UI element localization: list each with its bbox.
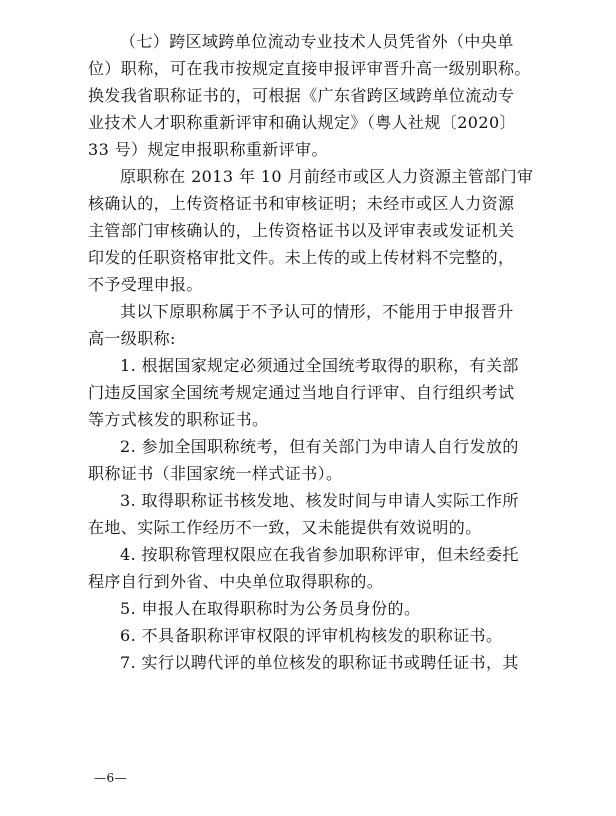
text-line: 7. 实行以聘代评的单位核发的职称证书或聘任证书，其 (120, 653, 519, 672)
text-line: 5. 申报人在取得职称时为公务员身份的。 (120, 599, 421, 618)
list-item-2 (88, 433, 528, 487)
text-line: 33 号）规定申报职称重新评审。 (88, 140, 328, 159)
text-line: 程序自行到外省、中央单位取得职称的。 (88, 572, 384, 591)
text-line: 3. 取得职称证书核发地、核发时间与申请人实际工作所 (120, 491, 519, 510)
text-line: 在地、实际工作经历不一致，又未能提供有效说明的。 (88, 518, 482, 537)
text-line: 换发我省职称证书的，可根据《广东省跨区域跨单位流动专 (88, 86, 515, 105)
page-number: —6— (94, 771, 128, 785)
text-line: （七）跨区域跨单位流动专业技术人员凭省外（中央单 (120, 32, 514, 51)
list-item-7 (88, 649, 528, 676)
paragraph-cross-region (88, 28, 531, 163)
text-line: 主管部门审核确认的，上传资格证书以及评审表或发证机关 (88, 221, 515, 240)
text-line: 高一级职称: (88, 329, 176, 348)
text-line: 6. 不具备职称评审权限的评审机构核发的职称证书。 (120, 626, 503, 645)
list-item-6 (88, 622, 528, 649)
text-line: 其以下原职称属于不予认可的情形，不能用于申报晋升 (120, 302, 514, 321)
text-line: 职称证书（非国家统一样式证书）。 (88, 464, 343, 483)
paragraph-list-intro (88, 298, 528, 352)
text-line: 位）职称，可在我市按规定直接申报评审晋升高一级别职称。 (88, 59, 531, 78)
list-item-4 (88, 541, 528, 595)
text-line: 业技术人才职称重新评审和确认规定》（粤人社规〔2020〕 (88, 113, 516, 132)
text-line: 不予受理申报。 (88, 275, 203, 294)
text-line: 印发的任职资格审批文件。未上传的或上传材料不完整的， (88, 248, 515, 267)
text-line: 1. 根据国家规定必须通过全国统考取得的职称，有关部 (120, 356, 519, 375)
text-line: 原职称在 2013 年 10 月前经市或区人力资源主管部门审 (120, 167, 534, 186)
body-text (88, 28, 534, 676)
list-item-1 (88, 352, 528, 433)
text-line: 核确认的，上传资格证书和审核证明；未经市或区人力资源 (88, 194, 515, 213)
list-item-3 (88, 487, 528, 541)
text-line: 2. 参加全国职称统考，但有关部门为申请人自行发放的 (120, 437, 519, 456)
paragraph-original-title (88, 163, 534, 298)
text-line: 等方式核发的职称证书。 (88, 410, 269, 429)
text-line: 门违反国家全国统考规定通过当地自行评审、自行组织考试 (88, 383, 515, 402)
list-item-5 (88, 595, 528, 622)
text-line: 4. 按职称管理权限应在我省参加职称评审，但未经委托 (120, 545, 519, 564)
